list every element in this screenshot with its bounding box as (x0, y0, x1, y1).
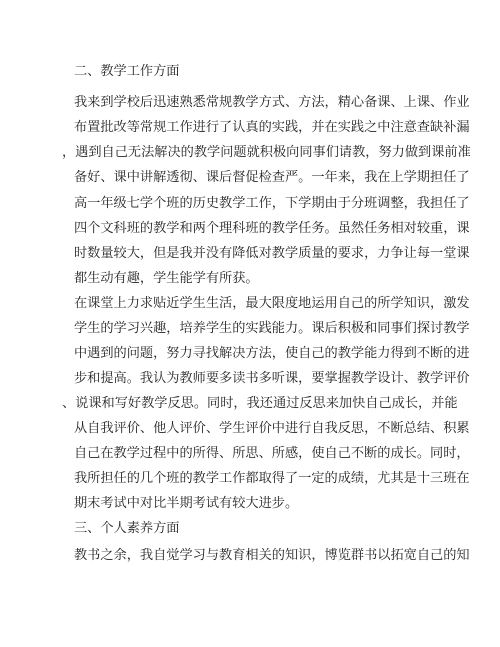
paragraph-line: 在课堂上力求贴近学生生活，最大限度地运用自己的所学知识，激发 (74, 296, 470, 311)
paragraph-line: 我来到学校后迅速熟悉常规教学方式、方法，精心备课、上课、作业 (74, 95, 470, 110)
section-heading-personal: 三、个人素养方面 (74, 521, 180, 536)
paragraph-line: 四个文科班的教学和两个理科班的教学任务。虽然任务相对较重，课 (74, 221, 470, 236)
paragraph-line: 从自我评价、他人评价、学生评价中进行自我反思，不断总结、积累 (74, 421, 470, 436)
paragraph-line: 我所担任的几个班的教学工作都取得了一定的成绩，尤其是十三班在 (74, 471, 470, 486)
paragraph-line: 高一年级七学个班的历史教学工作，下学期由于分班调整，我担任了 (74, 196, 470, 211)
paragraph-line: 自己在教学过程中的所得、所思、所感，使自己不断的成长。同时， (74, 446, 470, 461)
paragraph-line: 备好、课中讲解透彻、课后督促检查严。一年来，我在上学期担任了 (74, 170, 470, 185)
paragraph-line: 时数量较大，但是我并没有降低对教学质量的要求，力争让每一堂课 (74, 246, 470, 261)
paragraph-line: 教书之余，我自觉学习与教育相关的知识，博览群书以拓宽自己的知 (74, 548, 470, 563)
paragraph-line: ，遇到自己无法解决的教学问题就积极向同事们请教，努力做到课前准 (62, 145, 471, 160)
paragraph-line: 、说课和写好教学反思。同时，我还通过反思来加快自己成长，并能 (62, 396, 458, 411)
paragraph-line: 期末考试中对比半期考试有较大进步。 (74, 496, 299, 511)
paragraph-line: 中遇到的问题，努力寻找解决方法，使自己的教学能力得到不断的进 (74, 346, 470, 361)
paragraph-line: 都生动有趣，学生能学有所获。 (74, 271, 259, 286)
paragraph-line: 布置批改等常规工作进行了认真的实践，并在实践之中注意查缺补漏 (74, 120, 470, 135)
section-heading-teaching: 二、教学工作方面 (74, 64, 180, 79)
paragraph-line: 学生的学习兴趣，培养学生的实践能力。课后积极和同事们探讨教学 (74, 321, 470, 336)
paragraph-line: 步和提高。我认为教师要多读书多听课，要掌握教学设计、教学评价 (74, 371, 470, 386)
